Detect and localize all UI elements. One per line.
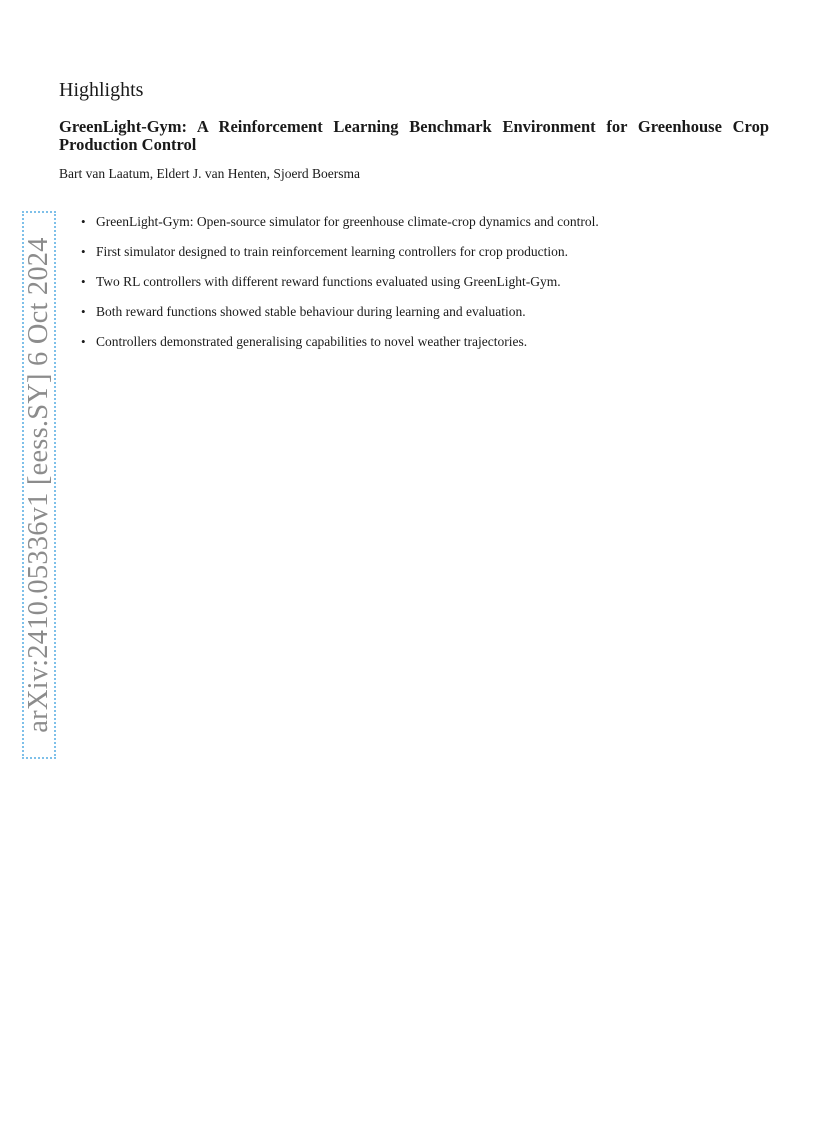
author-list: Bart van Laatum, Eldert J. van Henten, Sjoerd Boersma bbox=[59, 166, 361, 181]
highlights-list bbox=[81, 213, 781, 363]
bullet-icon: • bbox=[81, 214, 86, 229]
highlight-item bbox=[81, 303, 781, 321]
highlight-item bbox=[81, 273, 781, 291]
highlight-text: GreenLight-Gym: Open-source simulator for greenhouse climate-crop dynamics and control. bbox=[96, 214, 599, 229]
arxiv-identifier: arXiv:2410.05336v1 [eess.SY] 6 Oct 2024 bbox=[23, 237, 54, 733]
highlight-text: First simulator designed to train reinforcement learning controllers for crop production. bbox=[96, 244, 568, 259]
highlight-text: Both reward functions showed stable behaviour during learning and evaluation. bbox=[96, 304, 526, 319]
highlight-text: Two RL controllers with different reward functions evaluated using GreenLight-Gym. bbox=[96, 274, 561, 289]
bullet-icon: • bbox=[81, 244, 86, 259]
arxiv-stamp[interactable] bbox=[22, 211, 56, 759]
bullet-icon: • bbox=[81, 334, 86, 349]
bullet-icon: • bbox=[81, 304, 86, 319]
highlight-item bbox=[81, 333, 781, 351]
highlight-text: Controllers demonstrated generalising capabilities to novel weather trajectories. bbox=[96, 334, 528, 349]
highlight-item bbox=[81, 213, 781, 231]
highlight-item bbox=[81, 243, 781, 261]
bullet-icon: • bbox=[81, 274, 86, 289]
paper-title: GreenLight-Gym: A Reinforcement Learning Benchmark Environment for Greenhouse Crop Production Control bbox=[59, 117, 769, 154]
section-heading: Highlights bbox=[59, 79, 144, 101]
